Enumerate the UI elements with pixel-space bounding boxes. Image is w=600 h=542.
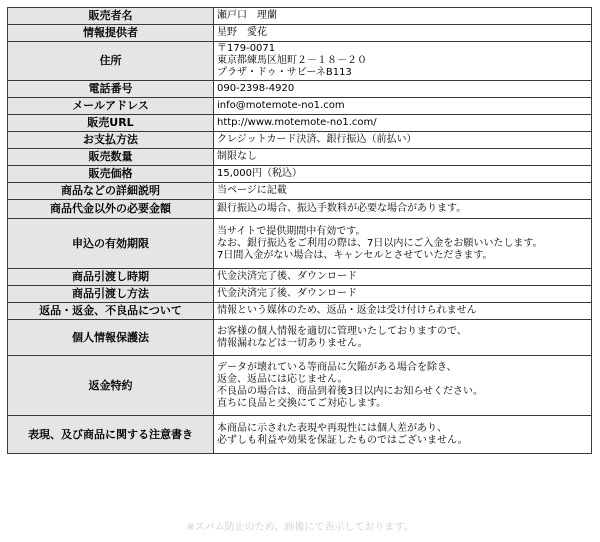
row-label: 販売URL — [8, 115, 214, 132]
row-value — [214, 219, 592, 269]
row-value-line: データが壊れている等商品に欠陥がある場合を除き、 — [217, 361, 457, 373]
row-value-line: 銀行振込の場合、振込手数料が必要な場合があります。 — [217, 203, 467, 214]
row-label: 住所 — [8, 42, 214, 81]
row-value — [214, 42, 592, 81]
table-row — [8, 8, 592, 25]
row-value-line: 必ずしも利益や効果を保証したものではございません。 — [217, 434, 468, 446]
row-value-line: 本商品に示された表現や再現性には個人差があり、 — [217, 422, 447, 434]
row-label: 電話番号 — [8, 81, 214, 98]
row-value-line: 情報という媒体のため、返品・返金は受け付けられません — [217, 305, 477, 316]
table-row — [8, 356, 592, 416]
spam-prevention-note: ※スパム防止のため、画像にて表示しております。 — [186, 522, 414, 533]
row-label: 商品引渡し方法 — [8, 286, 214, 303]
row-label: 情報提供者 — [8, 25, 214, 42]
row-value — [214, 166, 592, 183]
row-value — [214, 8, 592, 25]
row-value — [214, 81, 592, 98]
row-value-line: info@motemote-no1.com — [217, 100, 345, 111]
row-value — [214, 98, 592, 115]
row-label: 申込の有効期限 — [8, 219, 214, 269]
row-value — [214, 200, 592, 219]
table-row — [8, 303, 592, 320]
seller-info-table-body — [8, 8, 592, 454]
row-label: 販売者名 — [8, 8, 214, 25]
table-row — [8, 98, 592, 115]
row-label: メールアドレス — [8, 98, 214, 115]
row-value — [214, 356, 592, 416]
row-value-line: クレジットカード決済、銀行振込（前払い） — [217, 134, 417, 145]
row-value-line: 制限なし — [217, 151, 257, 162]
row-value-line: http://www.motemote-no1.com/ — [217, 117, 377, 128]
table-row — [8, 115, 592, 132]
row-value — [214, 25, 592, 42]
table-row — [8, 269, 592, 286]
row-value-line: 星野 愛花 — [217, 27, 267, 38]
row-value — [214, 132, 592, 149]
row-value-line: 代金決済完了後、ダウンロード — [217, 271, 357, 282]
row-label: 販売数量 — [8, 149, 214, 166]
row-value-line: お客様の個人情報を適切に管理いたしておりますので、 — [217, 325, 467, 337]
row-value-line: 〒179-0071 — [217, 43, 276, 54]
row-label: 商品代金以外の必要金額 — [8, 200, 214, 219]
row-label: 商品などの詳細説明 — [8, 183, 214, 200]
row-value — [214, 303, 592, 320]
row-label: 返金特約 — [8, 356, 214, 416]
row-label: 商品引渡し時期 — [8, 269, 214, 286]
table-row — [8, 416, 592, 454]
row-label: 返品・返金、不良品について — [8, 303, 214, 320]
row-value — [214, 416, 592, 454]
row-value-line: 瀬戸口 理蘭 — [217, 10, 277, 21]
row-value-line: 090-2398-4920 — [217, 83, 295, 94]
row-value-line: 当ページに記載 — [217, 185, 287, 196]
table-row — [8, 286, 592, 303]
row-value — [214, 149, 592, 166]
row-value-line: 東京都練馬区旭町２－１８－２０ — [217, 55, 367, 66]
table-row — [8, 219, 592, 269]
table-row — [8, 149, 592, 166]
row-value-line: プラザ・ドゥ・サビーネB113 — [217, 67, 352, 78]
row-value-line: なお、銀行振込をご利用の際は、7日以内にご入金をお願いいたします。 — [217, 237, 543, 249]
row-label: 個人情報保護法 — [8, 320, 214, 356]
table-row — [8, 42, 592, 81]
table-row — [8, 183, 592, 200]
row-label: 表現、及び商品に関する注意書き — [8, 416, 214, 454]
row-value — [214, 269, 592, 286]
row-value-line: 当サイトで提供期間中有効です。 — [217, 225, 366, 237]
seller-info-table — [7, 7, 592, 454]
row-value-line: 代金決済完了後、ダウンロード — [217, 288, 357, 299]
row-value — [214, 115, 592, 132]
row-label: お支払方法 — [8, 132, 214, 149]
table-row — [8, 25, 592, 42]
table-row — [8, 132, 592, 149]
table-row — [8, 320, 592, 356]
row-value — [214, 286, 592, 303]
row-value-line: 15,000円（税込） — [217, 168, 302, 179]
row-value-line: 情報漏れなどは一切ありません。 — [217, 337, 368, 349]
table-row — [8, 200, 592, 219]
row-value — [214, 320, 592, 356]
table-row — [8, 81, 592, 98]
row-value-line: 7日間入金がない場合は、キャンセルとさせていただきます。 — [217, 249, 493, 261]
row-label: 販売価格 — [8, 166, 214, 183]
table-row — [8, 166, 592, 183]
row-value-line: 不良品の場合は、商品到着後3日以内にお知らせください。 — [217, 385, 484, 397]
row-value-line: 返金、返品には応じません。 — [217, 373, 348, 385]
row-value — [214, 183, 592, 200]
row-value-line: 直ちに良品と交換にてご対応します。 — [217, 397, 387, 409]
